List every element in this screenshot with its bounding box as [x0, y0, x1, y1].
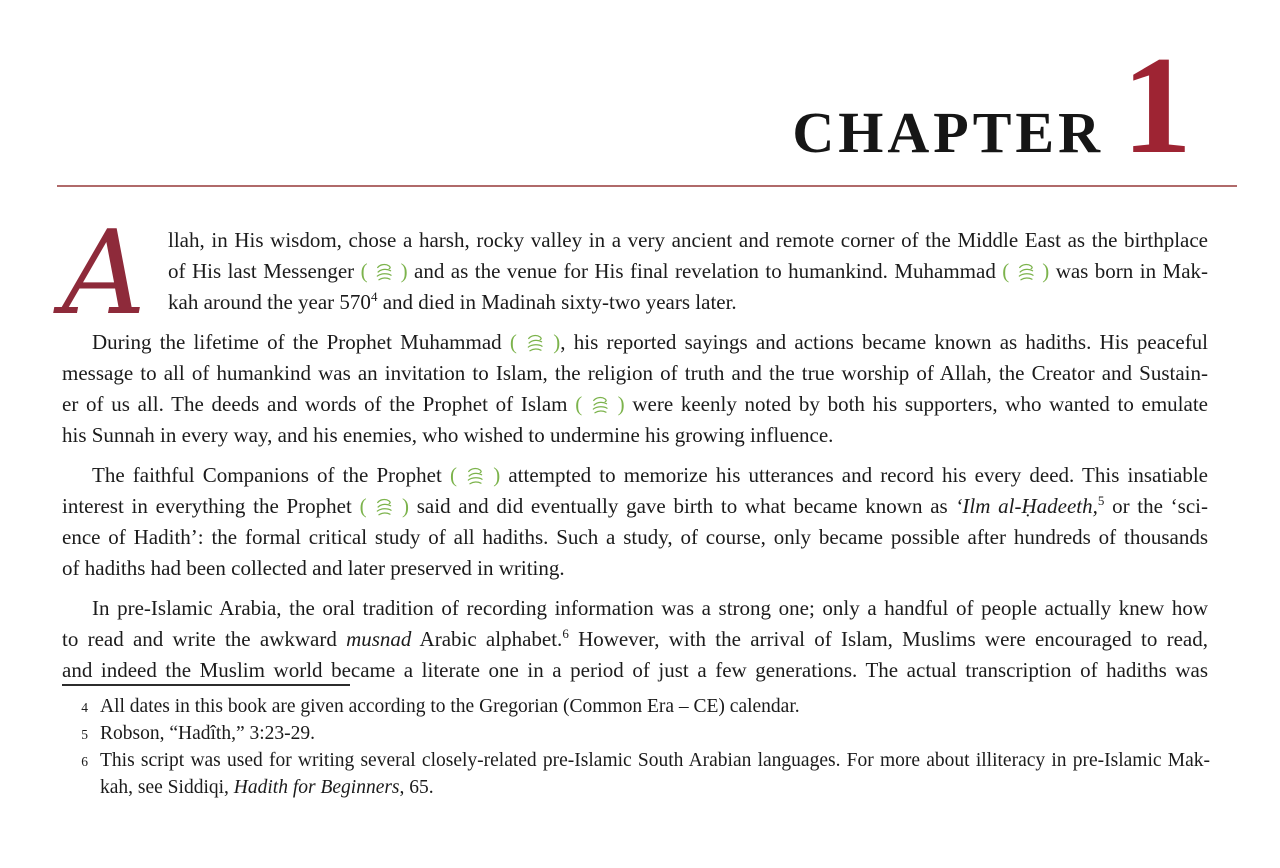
text-line: llah, in His wisdom, chose a harsh, rocky valley in a very ancient and remote corner of the Middle East as the birthplace — [168, 228, 1208, 252]
text-line: message to all of humankind was an invitation to Islam, the religion of truth and the true worship of Allah, the Creator and Sustain- — [62, 361, 1208, 385]
pbuh-calligraphy-icon: ( ) — [509, 330, 561, 354]
text-line: to read and write the awkward musnad Arabic alphabet.$^6$ However, with the arrival of Islam, Muslims were encouraged to read, — [62, 626, 1208, 651]
footnote-reference: 4 — [370, 289, 378, 304]
text-line: During the lifetime of the Prophet Muhammad ( ), his reported sayings and actions became known as hadiths. His peaceful — [92, 330, 1209, 354]
footnotes-section — [62, 684, 1210, 801]
italic-text: musnad — [346, 627, 412, 651]
footnote-separator-rule — [62, 684, 350, 686]
italic-text: Hadith for Beginners — [233, 777, 400, 798]
pbuh-calligraphy-icon: ( ) — [575, 392, 625, 416]
paragraph — [62, 593, 1208, 686]
footnote-item — [62, 720, 1210, 747]
pbuh-calligraphy-icon: ( ) — [359, 494, 410, 518]
text-line: kah, see Siddiqi, Hadith for Beginners, 65. — [100, 777, 434, 798]
footnote-list — [62, 693, 1210, 801]
paragraph — [62, 206, 1209, 341]
paragraph — [62, 327, 1208, 451]
heading-rule — [57, 185, 1237, 187]
footnote-marker: 5 — [81, 727, 88, 742]
chapter-number: 1 — [1122, 28, 1192, 183]
chapter-label: CHAPTER — [792, 100, 1104, 165]
footnote-text — [100, 720, 1210, 747]
body-text — [62, 206, 1209, 695]
text-line: kah around the year $570^4$ and died in Madinah sixty-two years later. — [168, 289, 737, 314]
footnote-item — [62, 693, 1210, 720]
footnote-text — [100, 693, 1210, 720]
chapter-heading — [792, 28, 1192, 183]
footnote-marker: 6 — [81, 754, 88, 769]
drop-cap: A — [62, 206, 146, 341]
text-line: interest in everything the Prophet ( ) said and did eventually gave birth to what became known as ‘Ilm al-Ḥadeeth,$^5$ or the ‘sci- — [62, 493, 1208, 518]
paragraph — [62, 460, 1208, 584]
text-line: In pre-Islamic Arabia, the oral tradition of recording information was a strong one; only a handful of people actually knew how — [92, 596, 1208, 620]
footnote-marker: 4 — [81, 700, 88, 715]
pbuh-calligraphy-icon: ( ) — [1002, 259, 1050, 283]
text-line: of hadiths had been collected and later preserved in writing. — [62, 556, 565, 580]
text-line: ence of Hadith’: the formal critical study of all hadiths. Such a study, of course, only became possible after hundreds of thousands — [62, 525, 1208, 549]
footnote-reference: 6 — [562, 626, 569, 641]
pbuh-calligraphy-icon: ( ) — [360, 259, 408, 283]
text-line: er of us all. The deeds and words of the Prophet of Islam ( ) were keenly noted by both his supporters, who wanted to emulate — [62, 392, 1208, 416]
text-line: of His last Messenger ( ) and as the venue for His final revelation to humankind. Muhammad ( ) was born in Mak- — [168, 259, 1209, 283]
footnote-item — [62, 747, 1210, 801]
text-line: This script was used for writing several closely-related pre-Islamic South Arabian languages. For more about illiteracy in pre-Islamic Mak- — [100, 750, 1210, 771]
text-line: All dates in this book are given according to the Gregorian (Common Era – CE) calendar. — [100, 696, 800, 717]
pbuh-calligraphy-icon: ( ) — [449, 463, 501, 487]
text-line: The faithful Companions of the Prophet ( ) attempted to memorize his utterances and record his every deed. This insatiable — [92, 463, 1208, 487]
italic-text: ‘Ilm al-Ḥadeeth, — [955, 494, 1098, 518]
footnote-text — [100, 747, 1210, 801]
text-line: Robson, “Hadîth,” 3:23-29. — [100, 723, 316, 744]
text-line: and indeed the Muslim world became a literate one in a period of just a few generations. The actual transcription of hadiths was — [62, 658, 1208, 682]
text-line: his Sunnah in every way, and his enemies, who wished to undermine his growing influence. — [62, 423, 834, 447]
footnote-reference: 5 — [1097, 493, 1105, 508]
